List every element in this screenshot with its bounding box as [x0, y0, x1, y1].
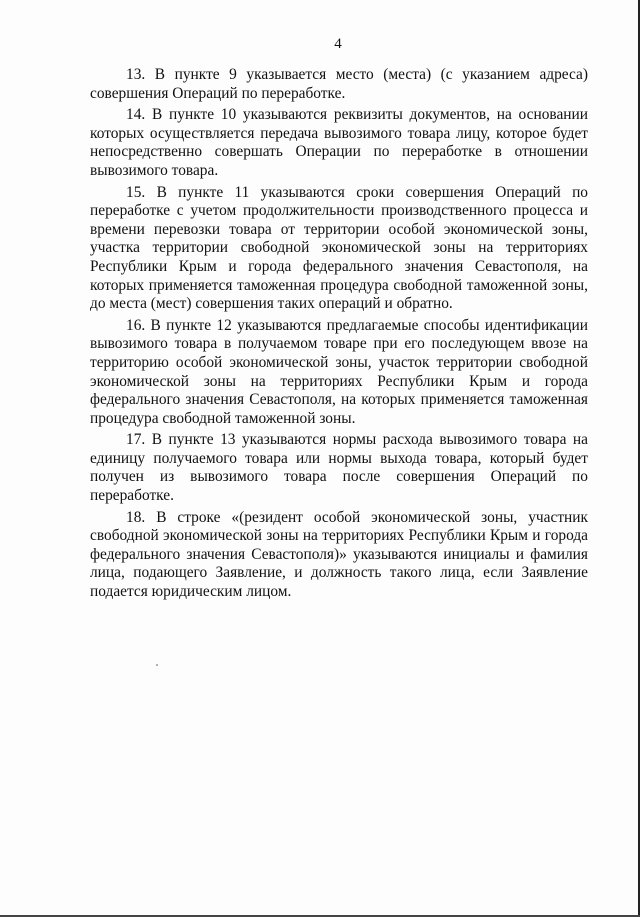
paragraph-16: 16. В пункте 12 указываются предлагаемые способы идентификации вывозимого товара в получаемом товаре при его последующем ввозе на территорию особой экономической зоны, участок территории свободной экономической зоны на территориях Республики Крым и города федерального значения Севастополя, на которых применяется таможенная процедура свободной таможенной зоны.	[90, 316, 588, 427]
paragraph-18: 18. В строке «(резидент особой экономической зоны, участник свободной экономической зоны на территориях Республики Крым и города федерального значения Севастополя)» указываются инициалы и фамилия лица, подающего Заявление, и должность такого лица, если Заявление подается юридическим лицом.	[90, 508, 588, 601]
paragraph-17: 17. В пункте 13 указываются нормы расхода вывозимого товара на единицу получаемого товара или нормы выхода товара, который будет получен из вывозимого товара после совершения Операций по переработке.	[90, 431, 588, 505]
paragraph-15: 15. В пункте 11 указываются сроки совершения Операций по переработке с учетом продолжительности производственного процесса и времени перевозки товара от территории особой экономической зоны, участка территории свободной экономической зоны на территориях Республики Крым и города федерального значения Севастополя, на которых применяется таможенная процедура свободной таможенной зоны, до места (мест) совершения таких операций и обратно.	[90, 183, 588, 313]
paragraph-13: 13. В пункте 9 указывается место (места) (с указанием адреса) совершения Операций по переработке.	[90, 66, 588, 102]
paragraph-14: 14. В пункте 10 указываются реквизиты документов, на основании которых осуществляется передача вывозимого товара лицу, которое будет непосредственно совершать Операции по переработке в отношении вывозимого товара.	[90, 106, 588, 179]
document-body	[90, 66, 588, 605]
page-number: 4	[334, 36, 342, 52]
scan-speck	[156, 664, 158, 666]
